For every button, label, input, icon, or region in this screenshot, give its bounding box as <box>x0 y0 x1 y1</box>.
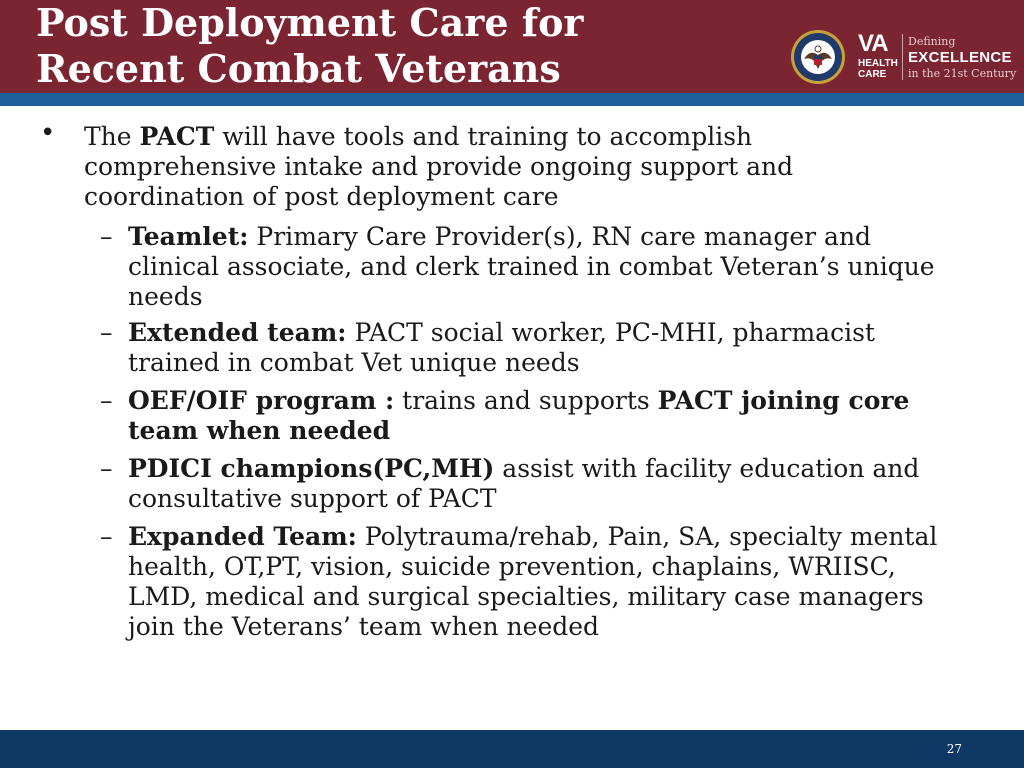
sub-bullet-body: Polytrauma/rehab, Pain, SA, specialty mental health, OT,PT, vision, suicide prevention, chaplains, WRIISC, LMD, medical and surgical specialties, military case managers join the Veterans’ team when needed <box>128 522 938 641</box>
title-line-1: Post Deployment Care for <box>36 0 584 45</box>
header-stripe <box>0 93 1024 106</box>
health-label: HEALTH <box>858 58 898 69</box>
century-label: in the 21st Century <box>908 67 1017 80</box>
main-bullet-prefix: The <box>84 122 140 151</box>
logo-divider <box>902 34 903 80</box>
sub-bullet-body: PACT social worker, PC-MHI, pharmacist trained in combat Vet unique needs <box>128 318 875 377</box>
sub-bullet-heading: OEF/OIF program : <box>128 386 395 415</box>
title-line-2: Recent Combat Veterans <box>36 46 561 91</box>
defining-label: Defining <box>908 35 956 48</box>
slide-footer <box>0 730 1024 768</box>
sub-bullet-body: assist with facility education and consultative support of PACT <box>128 454 920 513</box>
sub-bullet-text <box>128 222 958 312</box>
sub-bullet-heading: PDICI champions(PC,MH) <box>128 454 495 483</box>
sub-bullet-heading: Expanded Team: <box>128 522 357 551</box>
sub-bullet-text <box>128 386 958 446</box>
sub-bullet-text <box>128 318 958 378</box>
slide-title <box>36 0 583 92</box>
slide-header <box>0 0 1024 93</box>
va-health-care-logo <box>788 26 1022 88</box>
bullet-marker: • <box>40 118 56 148</box>
sub-bullet-heading: Teamlet: <box>128 222 249 251</box>
main-bullet-text <box>84 122 924 212</box>
sub-bullet-heading: Extended team: <box>128 318 347 347</box>
sub-bullet-text <box>128 454 958 514</box>
sub-bullet-dash: – <box>100 454 113 483</box>
main-bullet-rest: will have tools and training to accomplish comprehensive intake and provide ongoing support and coordination of post deployment care <box>84 122 794 211</box>
sub-bullet-dash: – <box>100 222 113 251</box>
sub-bullet-dash: – <box>100 318 113 347</box>
va-seal-icon <box>790 29 846 85</box>
page-number: 27 <box>946 742 962 756</box>
sub-bullet-body: trains and supports <box>394 386 658 415</box>
excellence-label: EXCELLENCE <box>908 49 1012 66</box>
sub-bullet-emphasis: PACT joining core team when needed <box>128 386 910 445</box>
va-wordmark: VA <box>858 30 888 57</box>
pact-label: PACT <box>139 122 215 151</box>
sub-bullet-dash: – <box>100 522 113 551</box>
care-label: CARE <box>858 69 887 80</box>
sub-bullet-dash: – <box>100 386 113 415</box>
sub-bullet-body: Primary Care Provider(s), RN care manager and clinical associate, and clerk trained in combat Veteran’s unique needs <box>128 222 935 311</box>
sub-bullet-text <box>128 522 958 642</box>
